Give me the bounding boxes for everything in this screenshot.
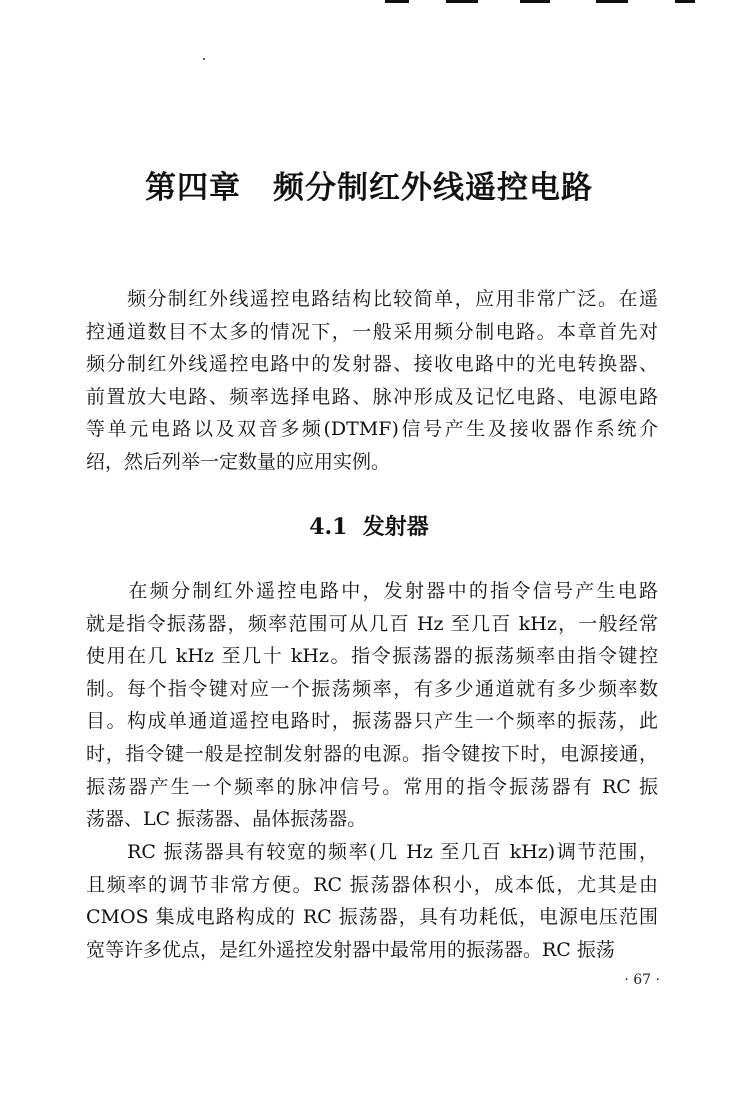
- text-line: 就是指令振荡器，频率范围可从几百 Hz 至几百 kHz，一般经常: [86, 612, 658, 635]
- text-line: 控通道数目不太多的情况下，一般采用频分制电路。本章首先对: [86, 320, 658, 343]
- scan-edge-line: [385, 0, 409, 3]
- scan-edge-line: [675, 0, 695, 3]
- section-heading: 4.1 发射器: [309, 514, 429, 540]
- text-line: 目。构成单通道遥控电路时，振荡器只产生一个频率的振荡，此: [86, 710, 658, 733]
- text-line: CMOS 集成电路构成的 RC 振荡器，具有功耗低，电源电压范围: [86, 906, 658, 929]
- intro-paragraph: [86, 283, 658, 479]
- text-line: 等单元电路以及双音多频(DTMF)信号产生及接收器作系统介: [86, 418, 658, 441]
- scan-edge-line: [446, 0, 478, 3]
- text-line: 荡器、LC 振荡器、晶体振荡器。: [86, 808, 367, 831]
- text-line: 时，指令键一般是控制发射器的电源。指令键按下时，电源接通，: [86, 742, 658, 765]
- chapter-title: 第四章 频分制红外线遥控电路: [145, 170, 593, 206]
- text-line: 绍，然后列举一定数量的应用实例。: [86, 450, 391, 473]
- scan-speck: [203, 58, 205, 60]
- text-line: RC 振荡器具有较宽的频率(几 Hz 至几百 kHz)调节范围，: [86, 841, 658, 863]
- section-paragraph: [86, 575, 658, 836]
- text-line: 频分制红外线遥控电路结构比较简单，应用非常广泛。在遥: [86, 288, 658, 310]
- text-line: 在频分制红外遥控电路中，发射器中的指令信号产生电路: [86, 580, 658, 602]
- text-line: 振荡器产生一个频率的脉冲信号。常用的指令振荡器有 RC 振: [86, 775, 658, 798]
- text-line: 且频率的调节非常方便。RC 振荡器体积小，成本低，尤其是由: [86, 873, 658, 896]
- text-line: 宽等许多优点，是红外遥控发射器中最常用的振荡器。RC 振荡: [86, 938, 615, 961]
- scan-edge-line: [596, 0, 628, 3]
- section-paragraph: [86, 836, 658, 966]
- text-line: 频分制红外线遥控电路中的发射器、接收电路中的光电转换器、: [86, 353, 658, 376]
- text-line: 使用在几 kHz 至几十 kHz。指令振荡器的振荡频率由指令键控: [86, 645, 658, 668]
- text-line: 前置放大电路、频率选择电路、脉冲形成及记忆电路、电源电路: [86, 385, 658, 408]
- text-line: 制。每个指令键对应一个振荡频率，有多少通道就有多少频率数: [86, 677, 658, 700]
- scan-edge-line: [520, 0, 550, 3]
- page-number: · 67 ·: [624, 972, 660, 988]
